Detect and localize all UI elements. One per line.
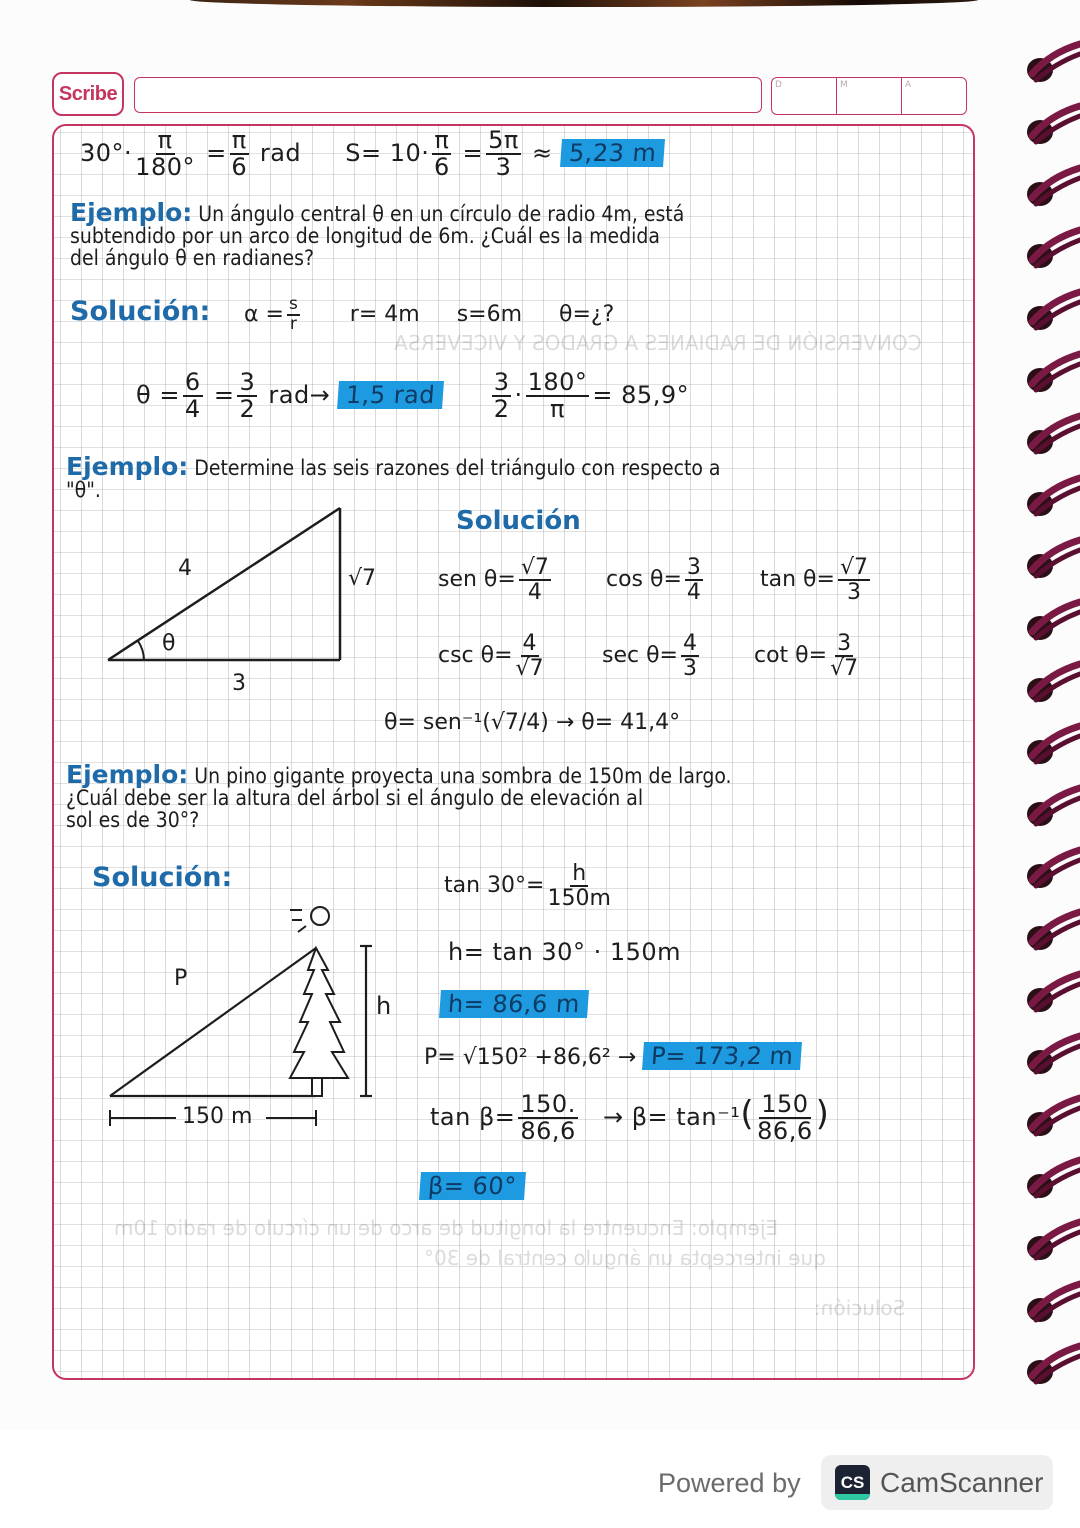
ratio-cos: cos θ= $\frac{3}{4}$ <box>606 555 701 606</box>
date-day: D <box>772 78 837 114</box>
triangle-angle-label: θ <box>162 631 176 656</box>
step-beta-result <box>420 1172 525 1200</box>
step-height-formula: h= tan 30° · 150m <box>448 938 682 966</box>
triangle-opposite-label: √7 <box>348 566 377 591</box>
diagram-height-label: h <box>376 992 392 1020</box>
example3-solution-label: Solución: <box>92 862 233 893</box>
angle-result: θ= sen⁻¹(√7/4) → θ= 41,4° <box>384 710 681 735</box>
camscanner-badge[interactable] <box>821 1455 1053 1510</box>
ratio-sen: sen θ= $\frac{√7}{4}$ <box>438 555 549 606</box>
scribe-logo: Scribe <box>52 72 124 116</box>
example1-calc: θ = $\frac{6}{4}$ = $\frac{3}{2}$ rad→ 1,5 rad $\frac{3}{2}$ · $\frac{180^\circ}{\pi}$ = 85,9° <box>136 368 690 424</box>
powered-by-text: Powered by <box>658 1468 801 1498</box>
example1-given: α = $\frac{s}{r}$ r= 4m s=6m θ=¿? <box>244 294 615 334</box>
ratio-sec: sec θ= $\frac{4}{3}$ <box>602 631 697 682</box>
bleed-through-text: que intercepta un ángulo central de 30° <box>424 1246 826 1270</box>
ratio-tan: tan θ= $\frac{√7}{3}$ <box>760 555 868 606</box>
tree-shadow-diagram <box>104 896 384 1136</box>
camscanner-name: CamScanner <box>880 1466 1044 1498</box>
tan-equation: tan 30°= $\frac{h}{150m}$ <box>444 861 611 912</box>
date-month: M <box>837 78 902 114</box>
highlight-result: β= 60° <box>419 1172 526 1200</box>
example2-statement: Ejemplo: Determine las seis razones del triángulo con respecto a "θ". <box>66 452 721 502</box>
triangle-adjacent-label: 3 <box>232 671 246 696</box>
diagram-base-label: 150 m <box>182 1104 253 1129</box>
title-box <box>134 77 762 113</box>
ratio-cot: cot θ= $\frac{3}{√7}$ <box>754 631 859 682</box>
ratio-csc: csc θ= $\frac{4}{√7}$ <box>438 631 544 682</box>
notebook-top-edge <box>190 0 978 7</box>
example1-statement: Ejemplo: Un ángulo central θ en un círculo de radio 4m, está subtendido por un arco de longitud de 6m. ¿Cuál es la medida del ángulo θ en radianes? <box>70 198 685 270</box>
bleed-through-text: Solución: <box>814 1296 906 1320</box>
example1-solution-label: Solución: <box>70 296 211 327</box>
right-triangle-diagram <box>104 506 364 676</box>
diagram-hyp-label: P <box>174 966 188 991</box>
date-year: A <box>905 80 912 90</box>
camscanner-logo-icon: CS <box>835 1465 870 1500</box>
highlight-result: h= 86,6 m <box>439 990 589 1018</box>
example2-solution-label: Solución <box>456 506 581 536</box>
step-beta: tan β= $\frac{150.}{86,6}$ → β= tan⁻¹( $\frac{150}{86,6}$ ) <box>430 1090 830 1146</box>
highlight-result: 1,5 rad <box>337 381 444 409</box>
arc-length-calc: 30°· $\frac{\pi}{180^\circ}$ = $\frac{\pi}{6}$ rad S= 10· $\frac{\pi}{6}$ = $\frac{5\pi}{3}$ ≈ 5,23 m <box>80 128 664 180</box>
bleed-through-text: CONVERSIÓN DE RADIANES A GRADOS Y VICEVERSA <box>394 331 922 355</box>
triangle-hypotenuse-label: 4 <box>178 556 192 581</box>
notebook-page <box>52 124 975 1380</box>
example3-statement: Ejemplo: Un pino gigante proyecta una sombra de 150m de largo. ¿Cuál debe ser la altura del árbol si el ángulo de elevación al sol es de 30°? <box>66 760 732 832</box>
step-hypotenuse: P= √150² +86,6² → P= 173,2 m <box>424 1042 801 1070</box>
highlight-result: 5,23 m <box>560 139 665 167</box>
bleed-through-text: Ejemplo: Encuentre la longitud de arco de un círculo de radio 10m <box>114 1216 779 1240</box>
highlight-result: P= 173,2 m <box>642 1042 802 1070</box>
date-box <box>771 77 967 115</box>
spiral-binding <box>1010 40 1080 1410</box>
step-height-result <box>440 990 588 1018</box>
